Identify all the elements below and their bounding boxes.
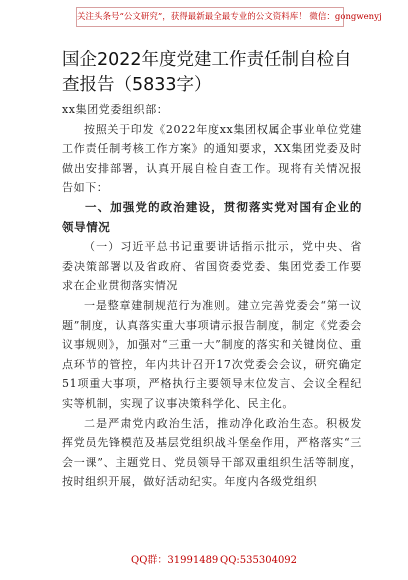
- salutation: xx集团党委组织部：: [62, 103, 169, 116]
- paragraph-intro: 按照关于印发《2022年度xx集团权属企事业单位党建工作责任制考核工作方案》的通知要求，XX集团党委及时做出安排部署，认真开展自检自查工作。现将有关情况报告如下：: [62, 122, 362, 195]
- contact-footer: [0, 553, 408, 569]
- section-heading: 一、加强党的政治建设，贯彻落实党对国有企业的领导情况: [62, 199, 362, 234]
- qq-group-text: QQ群：31991489: [131, 555, 219, 566]
- paragraph-subsection: （一）习近平总书记重要讲话指示批示，党中央、省委决策部署以及省政府、省国资委党委、集团党委工作要求在企业贯彻落实情况: [62, 240, 362, 293]
- paragraph-point-1: 一是整章建制规范行为准则。建立完善党委会“第一议题”制度，认真落实重大事项请示报告制度，制定《党委会议事规则》，加强对“三重一大”制度的落实和关键岗位、重点环节的管控，年内共计召开17次党委会会议，研究确定51项重大事项，严格执行主要领导末位发言、会议全程纪实等机制，实现了议事决策科学化、民主化。: [62, 298, 362, 410]
- promo-banner: 关注头条号“公文研究”，获得最新最全最专业的公文资料库！ 微信：gongwenyj: [76, 7, 344, 27]
- document-body: [62, 100, 362, 492]
- document-title: 国企2022年度党建工作责任制自检自查报告（5833字）: [62, 50, 352, 95]
- paragraph-point-2: 二是严肃党内政治生活，推动净化政治生态。积极发挥党员先锋模范及基层党组织战斗堡垒作用，严格落实“三会一课”、主题党日、党员领导干部双重组织生活等制度，按时组织开展，做好活动纪实。年度内各级党组织: [62, 416, 362, 489]
- qq-number-text: QQ:535304092: [220, 555, 298, 566]
